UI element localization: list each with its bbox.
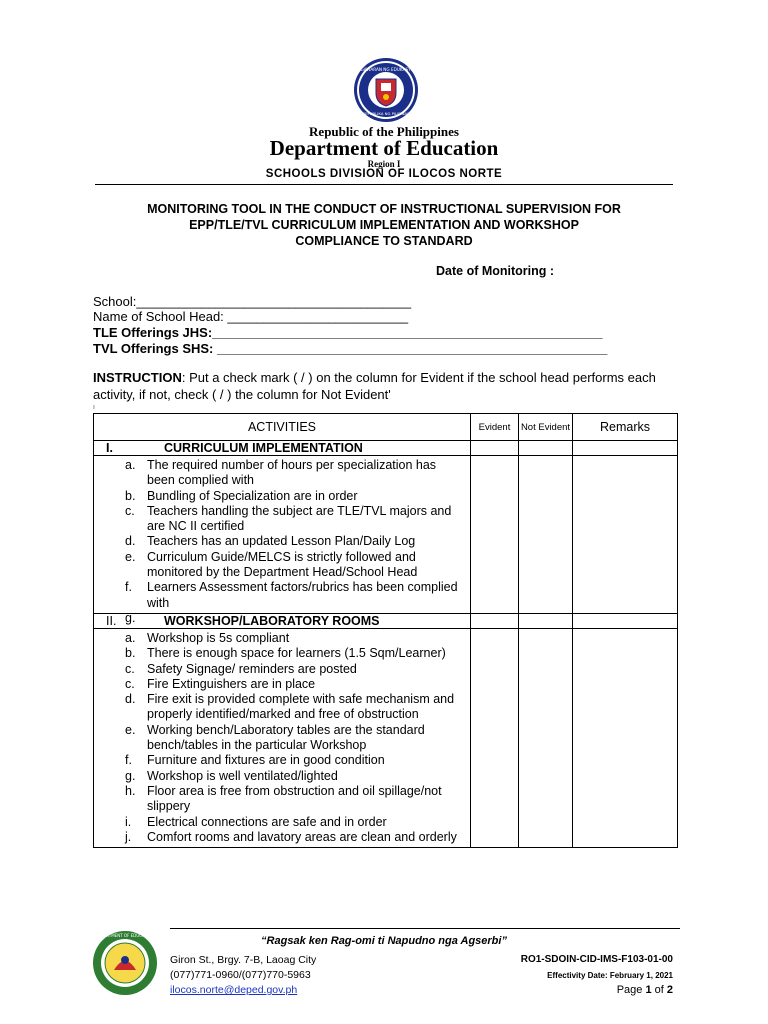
division-label: SCHOOLS DIVISION OF ILOCOS NORTE [265,168,503,180]
section-2-items-remarks-cell[interactable] [573,628,678,847]
list-item [94,662,470,677]
item-text: Floor area is free from obstruction and oil spillage/not slippery [147,783,442,814]
section-2-items [94,629,470,847]
division-logo [92,930,158,996]
monitoring-table [93,413,678,848]
header-evident: Evident [471,414,519,441]
section-1-remarks-cell[interactable] [573,441,678,456]
item-text: Bundling of Specialization are in order [147,488,358,503]
section-2-items-not-evident-cell[interactable] [519,628,573,847]
section-2-items-evident-cell[interactable] [471,628,519,847]
item-text: Safety Signage/ reminders are posted [147,661,357,676]
list-item [94,580,470,611]
item-text: Fire Extinguishers are in place [147,676,316,691]
effectivity-date: Effectivity Date: February 1, 2021 [547,971,673,980]
footer-email-link[interactable]: ilocos.norte@deped.gov.ph [170,984,298,996]
division-logo-text: DEPARTMENT OF EDUCATION [95,933,155,938]
section-2-evident-cell[interactable] [471,613,519,628]
list-item [94,723,470,754]
list-item [94,631,470,646]
section-row-curriculum [94,441,678,456]
list-item [94,550,470,581]
instruction-text: : Put a check mark ( / ) on the column for Evident if the school head performs each activity, if not, check ( / ) the column for Not Evident' [93,370,656,402]
item-text: Teachers handling the subject are TLE/TVL majors and are NC II certified [147,503,452,534]
section-2-title: WORKSHOP/LABORATORY ROOMS [164,613,380,628]
section-row-workshop [94,613,678,628]
department-title: Department of Education [269,136,499,160]
item-marker: f. [125,753,132,768]
section-2-not-evident-cell[interactable] [519,613,573,628]
list-item [94,769,470,784]
document-code: RO1-SDOIN-CID-IMS-F103-01-00 [520,954,673,965]
instruction-paragraph [93,369,683,403]
header-divider [95,184,673,185]
section-1-not-evident-cell[interactable] [519,441,573,456]
item-text: Working bench/Laboratory tables are the standard bench/tables in the particular Workshop [147,722,425,753]
header-not-evident: Not Evident [519,414,573,441]
item-marker: g. [125,610,136,625]
document-title [100,201,668,249]
instruction-label: INSTRUCTION [93,370,182,385]
section-2-remarks-cell[interactable] [573,613,678,628]
tvl-offerings-field[interactable]: TVL Offerings SHS: ______________________________________________________ [93,341,608,356]
school-field[interactable]: School:______________________________________ [93,294,412,309]
item-marker: c. [125,503,135,518]
seal-text-bottom: REPUBLIKA NG PILIPINAS [362,111,410,116]
item-text: Furniture and fixtures are in good condition [147,753,385,768]
item-marker: e. [125,549,136,564]
header-remarks: Remarks [573,414,678,441]
item-marker: b. [125,646,136,661]
school-head-field[interactable]: Name of School Head: _________________________ [93,309,409,324]
list-item [94,534,470,549]
stray-mark: ı [93,404,95,411]
list-item [94,692,470,723]
item-marker: a. [125,458,136,472]
section-1-title: CURRICULUM IMPLEMENTATION [164,441,363,455]
item-marker: b. [125,488,136,503]
region-label: Region I [367,159,401,169]
item-marker: d. [125,534,136,549]
section-2-number: II. [106,613,117,628]
date-of-monitoring-label: Date of Monitoring : [436,264,555,278]
table-header-row [94,414,678,441]
footer-divider [170,928,680,929]
item-marker: g. [125,768,136,783]
header-activities: ACTIVITIES [94,414,471,441]
item-marker: f. [125,580,132,595]
deped-seal-logo [353,57,419,123]
section-1-evident-cell[interactable] [471,441,519,456]
item-text: Workshop is well ventilated/lighted [147,768,338,783]
page-label: Page [616,984,646,996]
title-line-2: EPP/TLE/TVL CURRICULUM IMPLEMENTATION AND WORKSHOP [189,218,579,232]
item-marker: a. [125,630,136,645]
tle-offerings-field[interactable]: TLE Offerings JHS:______________________________________________________ [93,325,603,340]
item-marker: c. [125,676,135,691]
item-text: Fire exit is provided complete with safe mechanism and properly identified/marked and free of obstruction [147,692,455,722]
list-item [94,677,470,692]
seal-text-top: KAGAWARAN NG EDUKASYON [355,67,417,72]
item-text: Learners Assessment factors/rubrics has been complied with [147,580,458,610]
page-total: 2 [666,984,673,996]
section-2-items-row [94,628,678,847]
section-1-items-not-evident-cell[interactable] [519,456,573,614]
list-item [94,784,470,815]
item-text: Electrical connections are safe and in order [147,814,387,829]
list-item [94,815,470,830]
republic-label: Republic of the Philippines [309,124,459,139]
title-line-3: COMPLIANCE TO STANDARD [295,234,473,248]
page-of: of [651,984,667,996]
list-item [94,753,470,768]
list-item [94,489,470,504]
section-1-number: I. [106,441,113,455]
item-marker: e. [125,722,136,737]
item-text: Curriculum Guide/MELCS is strictly followed and monitored by the Department Head/School Head [147,549,418,580]
footer-address: Giron St., Brgy. 7-B, Laoag City [170,954,317,966]
item-text: The required number of hours per specialization has been complied with [147,458,437,488]
item-text: There is enough space for learners (1.5 Sqm/Learner) [147,646,446,661]
section-1-items-evident-cell[interactable] [471,456,519,614]
item-marker: d. [125,692,136,707]
item-marker: c. [125,661,135,676]
footer-motto: “Ragsak ken Rag-omi ti Napudno nga Agserbi” [261,935,507,947]
item-text: Teachers has an updated Lesson Plan/Daily Log [147,534,416,549]
title-line-1: MONITORING TOOL IN THE CONDUCT OF INSTRUCTIONAL SUPERVISION FOR [147,202,621,216]
footer-phone: (077)771-0960/(077)770-5963 [170,969,311,981]
list-item [94,504,470,535]
item-text: Workshop is 5s compliant [147,630,290,645]
item-marker: h. [125,783,136,798]
page-current: 1 [645,984,652,996]
section-1-items-row [94,456,678,614]
page-number [617,984,673,996]
list-item [94,646,470,661]
item-marker: j. [125,829,132,844]
item-marker: i. [125,814,132,829]
list-item [94,458,470,489]
list-item [94,830,470,845]
section-1-items-remarks-cell[interactable] [573,456,678,614]
item-text: Comfort rooms and lavatory areas are clean and orderly [147,829,457,844]
